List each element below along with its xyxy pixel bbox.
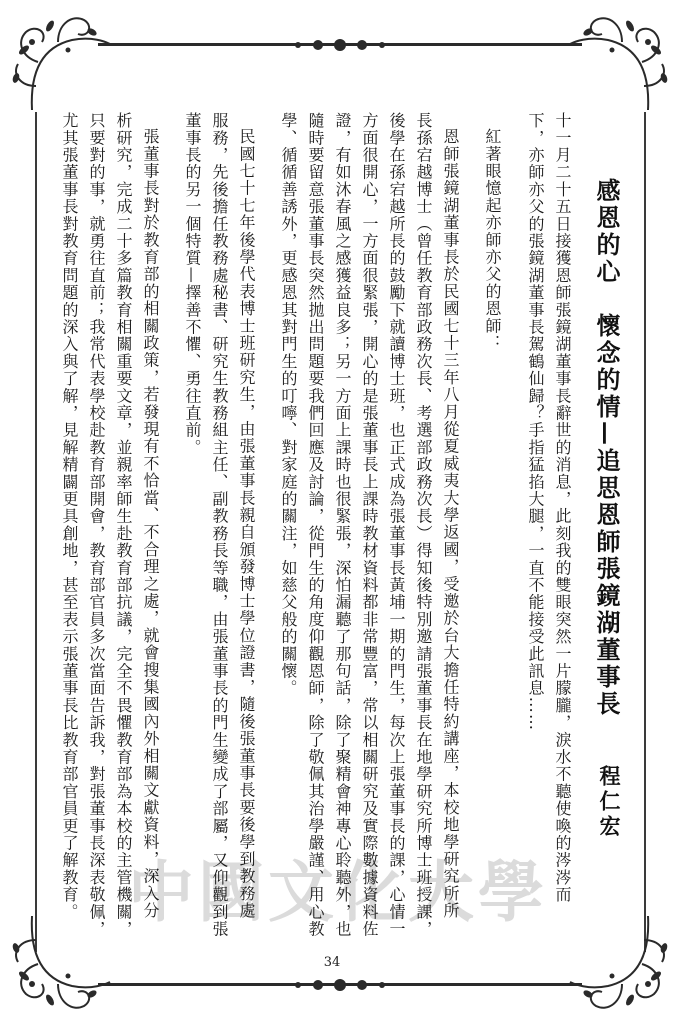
corner-flourish-icon: [2, 2, 114, 114]
body-column: 長孫宕越博士（曾任教育部政務次長、考選部政務次長）得知後特別邀請張董事長在地學研究所博士班授課，: [414, 112, 433, 938]
body-column: 張董事長對於教育部的相關政策，若發現有不恰當、不合理之處，就會搜集國內外相關文獻資料，深入分: [141, 128, 160, 920]
top-rule-ornament-icon: [290, 36, 390, 54]
body-column: 下，亦師亦父的張鏡湖董事長駕鶴仙歸？手指猛掐大腿，一直不能接受此訊息……: [526, 112, 545, 732]
bottom-rule-ornament-icon: [290, 976, 390, 994]
body-column: 後學在孫宕越所長的鼓勵下就讀博士班，也正式成為張董事長黃埔一期的門生，每次上張董事長的課，心情一: [387, 112, 406, 938]
corner-flourish-icon: [566, 912, 678, 1024]
body-column: 尤其張董事長對教育問題的深入與了解，見解精闢更具創地，甚至表示張董事長比教育部官員更了解教育。: [60, 112, 79, 921]
body-column: 學、循循善誘外，更感恩其對門生的叮嚀、對家庭的關注，如慈父般的關懷。: [279, 112, 298, 697]
article-title: 感恩的心 懷念的情—追思恩師張鏡湖董事長: [592, 178, 621, 718]
body-column: 方面很開心，一方面很緊張，開心的是張董事長上課時教材資料都非常豐富，常以相關研究及實際數據資料佐: [360, 112, 379, 938]
body-column: 只要對的事，就勇往直前；我常代表學校赴教育部開會，教育部官員多次當面告訴我，對張董事長深表敬佩，: [87, 112, 106, 938]
body-column: 服務，先後擔任教務處秘書、研究生教務組主任、副教務長等職，由張董事長的門生變成了部屬，又仰觀到張: [210, 112, 229, 938]
body-column: 證，有如沐春風之感獲益良多；另一方面上課時也很緊張，深怕漏聽了那句話，除了聚精會神專心聆聽外，也: [333, 112, 352, 938]
page-number: 34: [323, 955, 341, 970]
body-column: 析研究，完成二十多篇教育相關重要文章，並親率師生赴教育部抗議，完全不畏懼教育部為本校的主管機關，: [114, 112, 133, 938]
body-column: 恩師張鏡湖董事長於民國七十三年八月從夏威夷大學返國，受邀於台大擔任特約講座，本校地學研究所所: [441, 128, 460, 920]
body-column: 民國七十七年後學代表博士班研究生，由張董事長親自頒發博士學位證書，隨後張董事長要後學到教務處: [237, 128, 256, 920]
left-border-line: [35, 112, 37, 952]
body-column: 董事長的另一個特質—擇善不懼、勇往直前。: [183, 112, 202, 456]
right-border-line: [644, 112, 646, 952]
body-column: 十一月二十五日接獲恩師張鏡湖董事長辭世的消息，此刻我的雙眼突然一片朦朧，淚水不聽使喚的涔涔而: [553, 112, 572, 904]
author-name: 程仁宏: [597, 765, 622, 840]
body-column: 紅著眼憶起亦師亦父的恩師：: [483, 128, 502, 352]
corner-flourish-icon: [566, 2, 678, 114]
body-column: 隨時要留意張董事長突然拋出問題要我們回應及討論，從門生的角度仰觀恩師，除了敬佩其治學嚴謹、用心教: [306, 112, 325, 938]
watermark: 中國文化大學: [128, 853, 548, 931]
